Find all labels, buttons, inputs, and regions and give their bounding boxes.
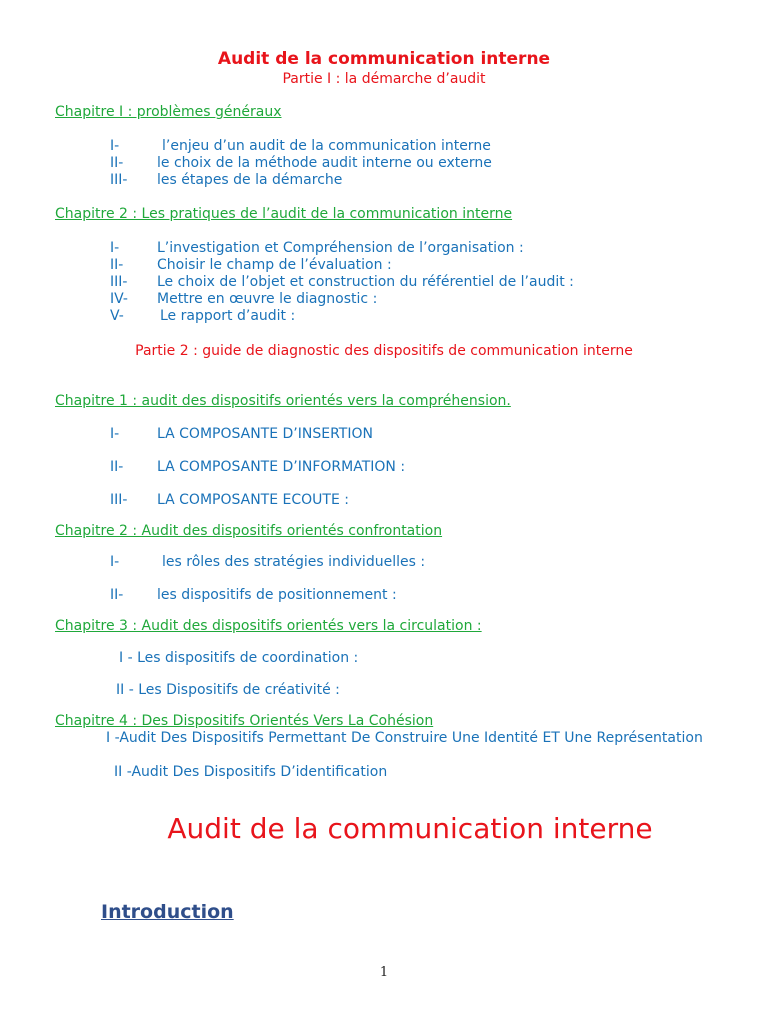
item-number: V-	[110, 308, 124, 324]
item-number: II-	[110, 459, 124, 475]
item-text: I - Les dispositifs de coordination :	[119, 650, 359, 666]
item-text: Le rapport d’audit :	[160, 308, 296, 324]
item-text: les rôles des stratégies individuelles :	[162, 554, 426, 570]
main-title: Audit de la communication interne	[167, 812, 653, 845]
page-number: 1	[379, 965, 389, 980]
chapter-heading: Chapitre 3 : Audit des dispositifs orientés vers la circulation :	[55, 618, 482, 634]
item-text: Mettre en œuvre le diagnostic :	[157, 291, 378, 307]
chapter-heading: Chapitre 2 : Audit des dispositifs orientés confrontation	[55, 523, 443, 539]
item-number: I-	[110, 138, 120, 154]
item-text: L’investigation et Compréhension de l’organisation :	[157, 240, 524, 256]
item-number: I-	[110, 240, 120, 256]
item-number: III-	[110, 172, 128, 188]
item-text: LA COMPOSANTE D’INFORMATION :	[157, 459, 406, 475]
chapter-heading: Chapitre I : problèmes généraux	[55, 104, 282, 120]
chapter-heading: Chapitre 4 : Des Dispositifs Orientés Vers La Cohésion	[55, 713, 434, 729]
item-number: III-	[110, 274, 128, 290]
item-text: LA COMPOSANTE D’INSERTION	[157, 426, 373, 442]
item-text: II - Les Dispositifs de créativité :	[116, 682, 340, 698]
partie-2-title-text: Partie 2 : guide de diagnostic des dispositifs de communication interne	[135, 343, 633, 359]
item-number: II-	[110, 155, 124, 171]
item-number: IV-	[110, 291, 128, 307]
document-title: Audit de la communication interne	[217, 49, 551, 69]
item-text: le choix de la méthode audit interne ou externe	[157, 155, 492, 171]
item-text: Choisir le champ de l’évaluation :	[157, 257, 392, 273]
item-number: II-	[110, 257, 124, 273]
chapter-heading: Chapitre 1 : audit des dispositifs orientés vers la compréhension.	[55, 393, 511, 409]
item-number: II-	[110, 587, 124, 603]
item-text: les étapes de la démarche	[157, 172, 343, 188]
item-text: II -Audit Des Dispositifs D’identification	[114, 764, 388, 780]
item-number: I-	[110, 426, 120, 442]
partie-1-title: Partie I : la démarche d’audit	[282, 71, 486, 87]
item-number: I-	[110, 554, 120, 570]
introduction-heading: Introduction	[101, 901, 234, 923]
item-text: LA COMPOSANTE ECOUTE :	[157, 492, 349, 508]
item-text: les dispositifs de positionnement :	[157, 587, 397, 603]
partie-2-title	[0, 341, 768, 361]
item-text: l’enjeu d’un audit de la communication interne	[162, 138, 491, 154]
chapter-heading: Chapitre 2 : Les pratiques de l’audit de la communication interne	[55, 206, 513, 222]
item-number: III-	[110, 492, 128, 508]
item-text: Le choix de l’objet et construction du référentiel de l’audit :	[157, 274, 574, 290]
item-text: I -Audit Des Dispositifs Permettant De Construire Une Identité ET Une Représentation	[106, 730, 703, 746]
